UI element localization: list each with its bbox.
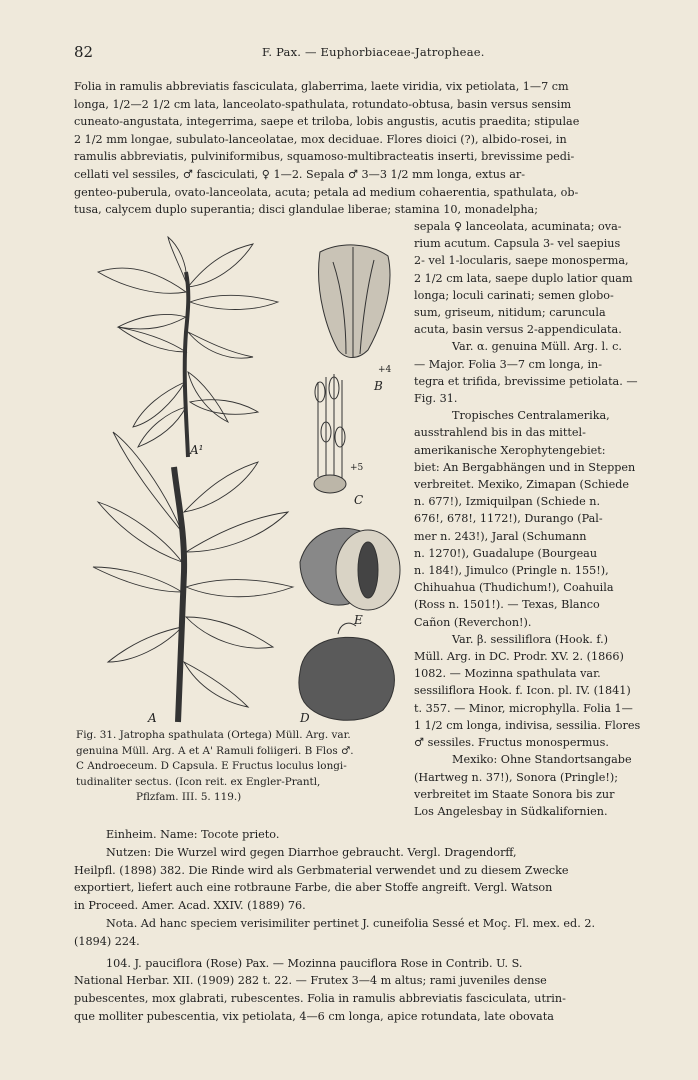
text-line: verbreitet im Staate Sonora bis zur (414, 787, 615, 801)
label-c: C (354, 493, 364, 507)
botanical-figure (78, 232, 408, 732)
text-line: biet: An Bergabhängen und in Steppen (414, 460, 636, 474)
text-line: 2 1/2 mm longae, subulato-lanceolatae, mox deciduae. Flores dioici (?), albido-rosei, in (74, 132, 567, 146)
text-line: 1 1/2 cm longa, indivisa, sessilia. Flores (414, 718, 641, 732)
caption-line: C Androeceum. D Capsula. E Fructus loculus longi- (76, 760, 347, 772)
text-line: Los Angelesbay in Südkalifornien. (414, 804, 608, 818)
text-line: ramulis abbreviatis, pulviniformibus, squamoso-multibracteatis inserti, brevissime pedi- (74, 150, 575, 164)
native-name-line: Einheim. Name: Tocote prieto. (106, 828, 280, 841)
text-line: 2 1/2 cm lata, saepe duplo latior quam (414, 271, 633, 285)
text-line: 2- vel 1-locularis, saepe monosperma, (414, 254, 629, 268)
text-line: t. 357. — Minor, microphylla. Folia 1— (414, 701, 633, 715)
text-line: pubescentes, mox glabrati, rubescentes. Folia in ramulis abbreviatis fasciculata, utrin- (74, 992, 566, 1006)
text-line: que molliter pubescentia, vix petiolata, 4—6 cm longa, apice rotundata, late obovata (74, 1009, 554, 1023)
label-d: D (300, 711, 310, 725)
caption-line: genuina Müll. Arg. A et A' Ramuli foliigeri. B Flos ♂. (76, 744, 354, 757)
caption-line: Pflzfam. III. 5. 119.) (136, 791, 242, 803)
text-line: Mexiko: Ohne Standortsangabe (452, 753, 632, 767)
species-heading-line: 104. J. pauciflora (Rose) Pax. — Mozinna pauciflora Rose in Contrib. U. S. (106, 956, 523, 970)
text-line: Tropisches Centralamerika, (452, 409, 610, 423)
text-line: genteo-puberula, ovato-lanceolata, acuta; petala ad medium cohaerentia, spathulata, ob- (74, 185, 579, 199)
text-line: Müll. Arg. in DC. Prodr. XV. 2. (1866) (414, 650, 624, 664)
label-a1: A¹ (190, 443, 204, 457)
text-line: acuta, basin versus 2-appendiculata. (414, 323, 622, 337)
text-line: sum, griseum, nitidum; caruncula (414, 306, 606, 320)
text-line: — Major. Folia 3—7 cm longa, in- (414, 357, 603, 371)
figure-caption (76, 728, 386, 806)
capsule-d (299, 623, 395, 720)
text-line: Folia in ramulis abbreviatis fasciculata, glaberrima, laete viridia, vix petiolata, 1—7 cm (74, 80, 569, 93)
text-line: sepala ♀ lanceolata, acuminata; ova- (414, 220, 622, 233)
text-line: mer n. 243!), Jaral (Schumann (414, 529, 587, 543)
text-line: tusa, calycem duplo superantia; disci glandulae liberae; stamina 10, monadelpha; (74, 203, 538, 217)
caption-line: Fig. 31. Jatropha spathulata (Ortega) Müll. Arg. var. (76, 729, 351, 741)
text-line: cellati vel sessiles, ♂ fasciculati, ♀ 1—2. Sepala ♂ 3—3 1/2 mm longa, extus ar- (74, 167, 526, 181)
flower-b (319, 245, 390, 358)
bottom-section (74, 826, 668, 1026)
text-line: ♂ sessiles. Fructus monospermus. (414, 736, 609, 750)
label-a: A (148, 711, 157, 725)
text-line: ausstrahlend bis in das mittel- (414, 426, 586, 440)
nota-line: Nota. Ad hanc speciem verisimiliter pertinet J. cuneifolia Sessé et Moç. Fl. mex. ed. 2. (106, 916, 596, 930)
top-paragraph (74, 78, 666, 219)
text-line: tegra et trifida, brevissime petiolata. — (414, 374, 638, 388)
label-b: B (374, 379, 383, 393)
text-line: rium acutum. Capsula 3- vel saepius (414, 237, 621, 251)
text-line: cuneato-angustata, integerrima, saepe et triloba, lobis angustis, acutis praedita; stipulae (74, 115, 580, 129)
text-line: 1082. — Mozinna spathulata var. (414, 667, 601, 681)
text-line: longa; loculi carinati; semen globo- (414, 288, 614, 302)
running-title: F. Pax. — Euphorbiaceae-Jatropheae. (262, 45, 485, 59)
androeceum-c (314, 374, 346, 493)
text-line: Cañon (Reverchon!). (414, 615, 532, 629)
text-line: Chihuahua (Thudichum!), Coahuila (414, 581, 614, 595)
text-line: in Proceed. Amer. Acad. XXIV. (1889) 76. (74, 899, 306, 913)
text-line: exportiert, liefert auch eine rotbraune Farbe, die aber Stoffe angreift. Vergl. Watson (74, 881, 553, 895)
text-line: longa, 1/2—2 1/2 cm lata, lanceolato-spathulata, rotundato-obtusa, basin versus sensim (74, 97, 572, 111)
text-line: verbreitet. Mexiko, Zimapan (Schiede (414, 478, 630, 492)
right-column (414, 218, 668, 820)
text-line: Nutzen: Die Wurzel wird gegen Diarrhoe gebraucht. Vergl. Dragendorff, (106, 845, 517, 859)
label-plus5: +5 (350, 463, 364, 473)
text-line: (Hartweg n. 37!), Sonora (Pringle!); (414, 770, 619, 784)
text-line: amerikanische Xerophytengebiet: (414, 443, 606, 457)
leaf-cluster-a (93, 432, 293, 707)
text-line: Fig. 31. (414, 392, 458, 406)
label-plus4: +4 (378, 365, 392, 375)
label-e: E (354, 613, 363, 627)
text-line: (1894) 224. (74, 934, 140, 948)
text-line: 676!, 678!, 1172!), Durango (Pal- (414, 512, 603, 526)
text-line: sessiliflora Hook. f. Icon. pl. IV. (1841) (414, 684, 631, 698)
caption-line: tudinaliter sectus. (Icon reit. ex Engler-Prantl, (76, 775, 321, 788)
text-line: Heilpfl. (1898) 382. Die Rinde wird als Gerbmaterial verwendet und zu diesem Zwecke (74, 863, 569, 877)
page-number: 82 (74, 43, 94, 61)
text-line: (Ross n. 1501!). — Texas, Blanco (414, 598, 600, 612)
text-line: Var. α. genuina Müll. Arg. l. c. (452, 340, 622, 354)
text-line: n. 677!), Izmiquilpan (Schiede n. (414, 495, 601, 509)
text-line: National Herbar. XII. (1909) 282 t. 22. — Frutex 3—4 m altus; rami juveniles dense (74, 974, 547, 988)
text-line: n. 1270!), Guadalupe (Bourgeau (414, 546, 598, 560)
text-line: Var. β. sessiliflora (Hook. f.) (452, 632, 609, 646)
fruit-section-e (300, 528, 400, 610)
text-line: n. 184!), Jimulco (Pringle n. 155!), (414, 564, 609, 578)
